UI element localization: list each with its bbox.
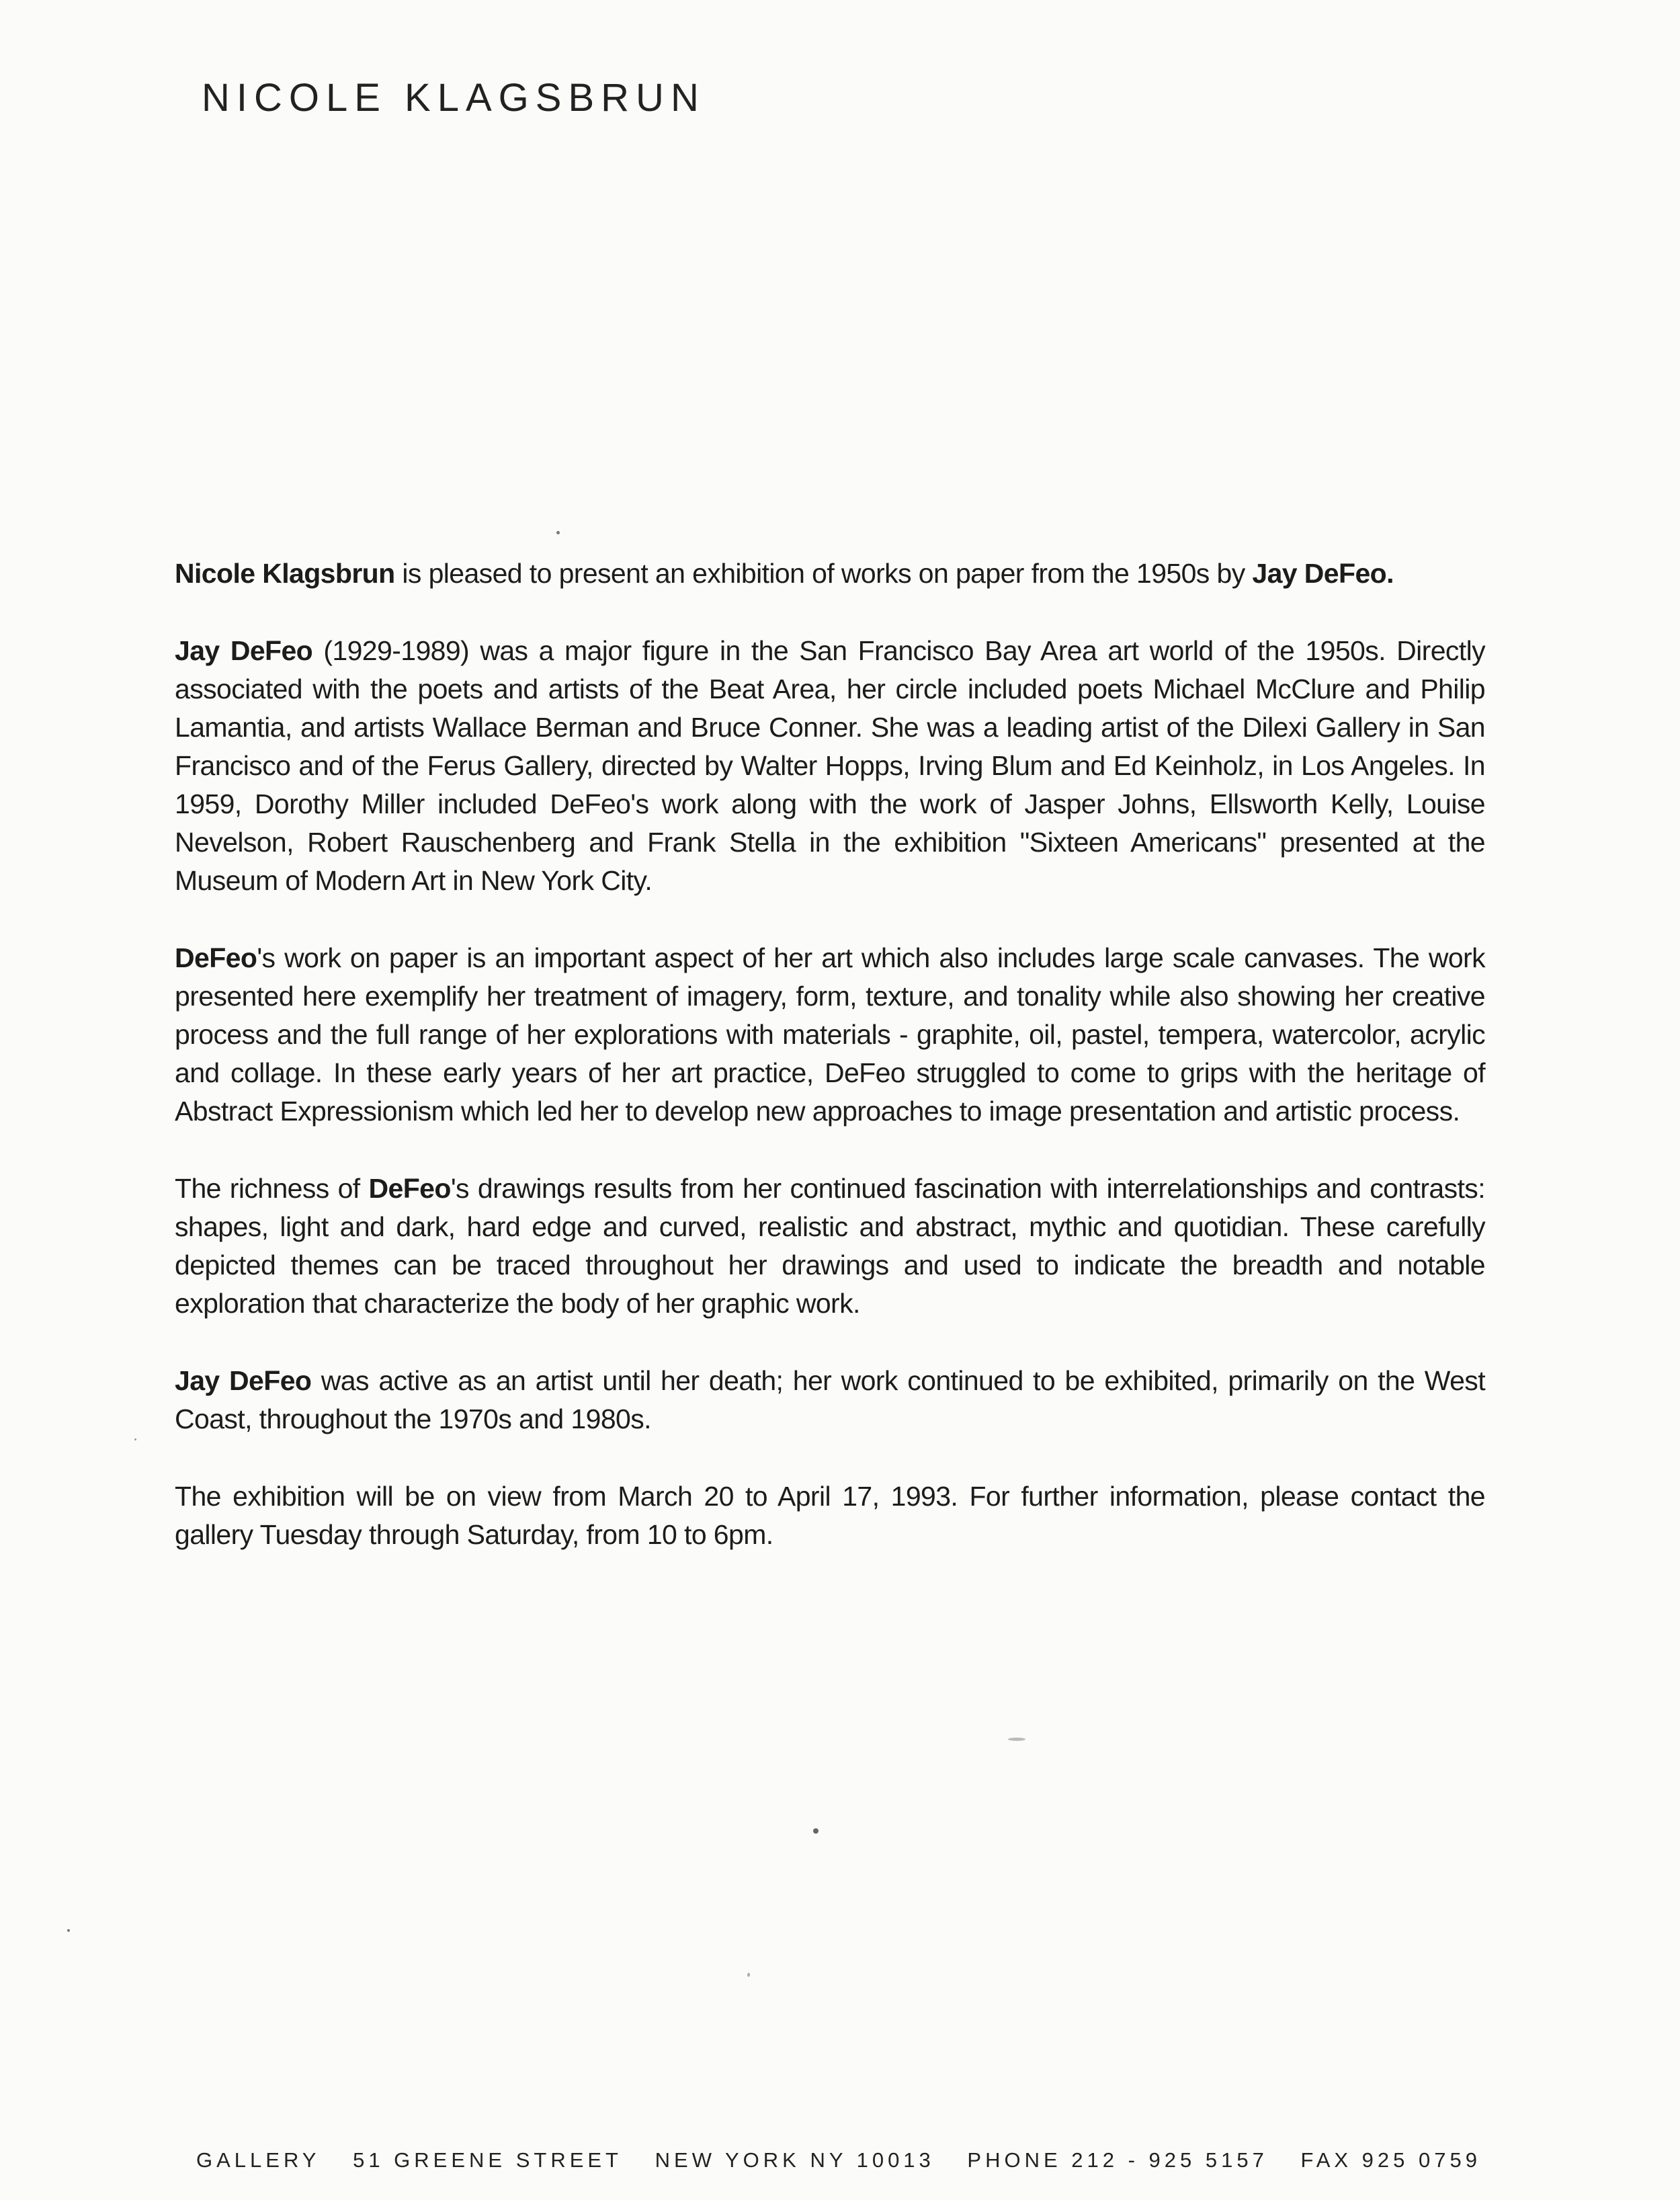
artist-name: Jay DeFeo bbox=[175, 635, 313, 666]
paper-speck bbox=[134, 1438, 136, 1440]
paper-speck bbox=[1008, 1738, 1025, 1741]
footer-contact-line bbox=[196, 2148, 1504, 2172]
footer-gallery-label: GALLERY bbox=[196, 2148, 321, 2172]
paragraph-intro: Nicole Klagsbrun is pleased to present an exhibition of works on paper from the 1950s by Jay DeFeo. bbox=[175, 558, 1394, 589]
footer-fax: FAX 925 0759 bbox=[1300, 2148, 1481, 2172]
paragraph-later-career: Jay DeFeo was active as an artist until her death; her work continued to be exhibited, primarily on the West Coast, throughout the 1970s and 1980s. bbox=[175, 1365, 1485, 1434]
paper-speck bbox=[747, 1973, 750, 1977]
paper-speck bbox=[813, 1828, 818, 1834]
footer-city: NEW YORK NY 10013 bbox=[655, 2148, 935, 2172]
artist-name: Jay DeFeo. bbox=[1252, 558, 1394, 589]
paper-speck bbox=[556, 531, 560, 534]
footer-phone: PHONE 212 - 925 5157 bbox=[967, 2148, 1268, 2172]
paragraph-biography: Jay DeFeo (1929-1989) was a major figure in the San Francisco Bay Area art world of the 1950s. Directly associated with the poets and artists of the Beat Area, her circle included poets Michael McClure and Philip Lamantia, and artists Wallace Berman and Bruce Conner. She was a leading artist of the Dilexi Gallery in San Francisco and of the Ferus Gallery, directed by Walter Hopps, Irving Blum and Ed Keinholz, in Los Angeles. In 1959, Dorothy Miller included DeFeo's work along with the work of Jasper Johns, Ellsworth Kelly, Louise Nevelson, Robert Rauschenberg and Frank Stella in the exhibition "Sixteen Americans" presented at the Museum of Modern Art in New York City. bbox=[175, 635, 1485, 896]
press-release-body bbox=[175, 555, 1485, 1593]
gallery-name: Nicole Klagsbrun bbox=[175, 558, 395, 589]
artist-name: DeFeo bbox=[175, 942, 257, 973]
paragraph-exhibition-dates: The exhibition will be on view from March 20 to April 17, 1993. For further information, please contact the gallery Tuesday through Saturday, from 10 to 6pm. bbox=[175, 1481, 1485, 1550]
letterhead-title: NICOLE KLAGSBRUN bbox=[202, 76, 706, 120]
paragraph-works-on-paper: DeFeo's work on paper is an important aspect of her art which also includes large scale canvases. The work presented here exemplify her treatment of imagery, form, texture, and tonality while also showing her creative process and the full range of her explorations with materials - graphite, oil, pastel, tempera, watercolor, acrylic and collage. In these early years of her art practice, DeFeo struggled to come to grips with the heritage of Abstract Expressionism which led her to develop new approaches to image presentation and artistic process. bbox=[175, 942, 1485, 1127]
artist-name: Jay DeFeo bbox=[175, 1365, 312, 1396]
paper-speck bbox=[67, 1929, 70, 1932]
footer-address: 51 GREENE STREET bbox=[353, 2148, 622, 2172]
paragraph-drawings: The richness of DeFeo's drawings results from her continued fascination with interrelationships and contrasts: shapes, light and dark, hard edge and curved, realistic and abstract, mythic and quotidian. These carefully depicted themes can be traced throughout her drawings and used to indicate the breadth and notable exploration that characterize the body of her graphic work. bbox=[175, 1173, 1485, 1319]
artist-name: DeFeo bbox=[368, 1173, 451, 1204]
